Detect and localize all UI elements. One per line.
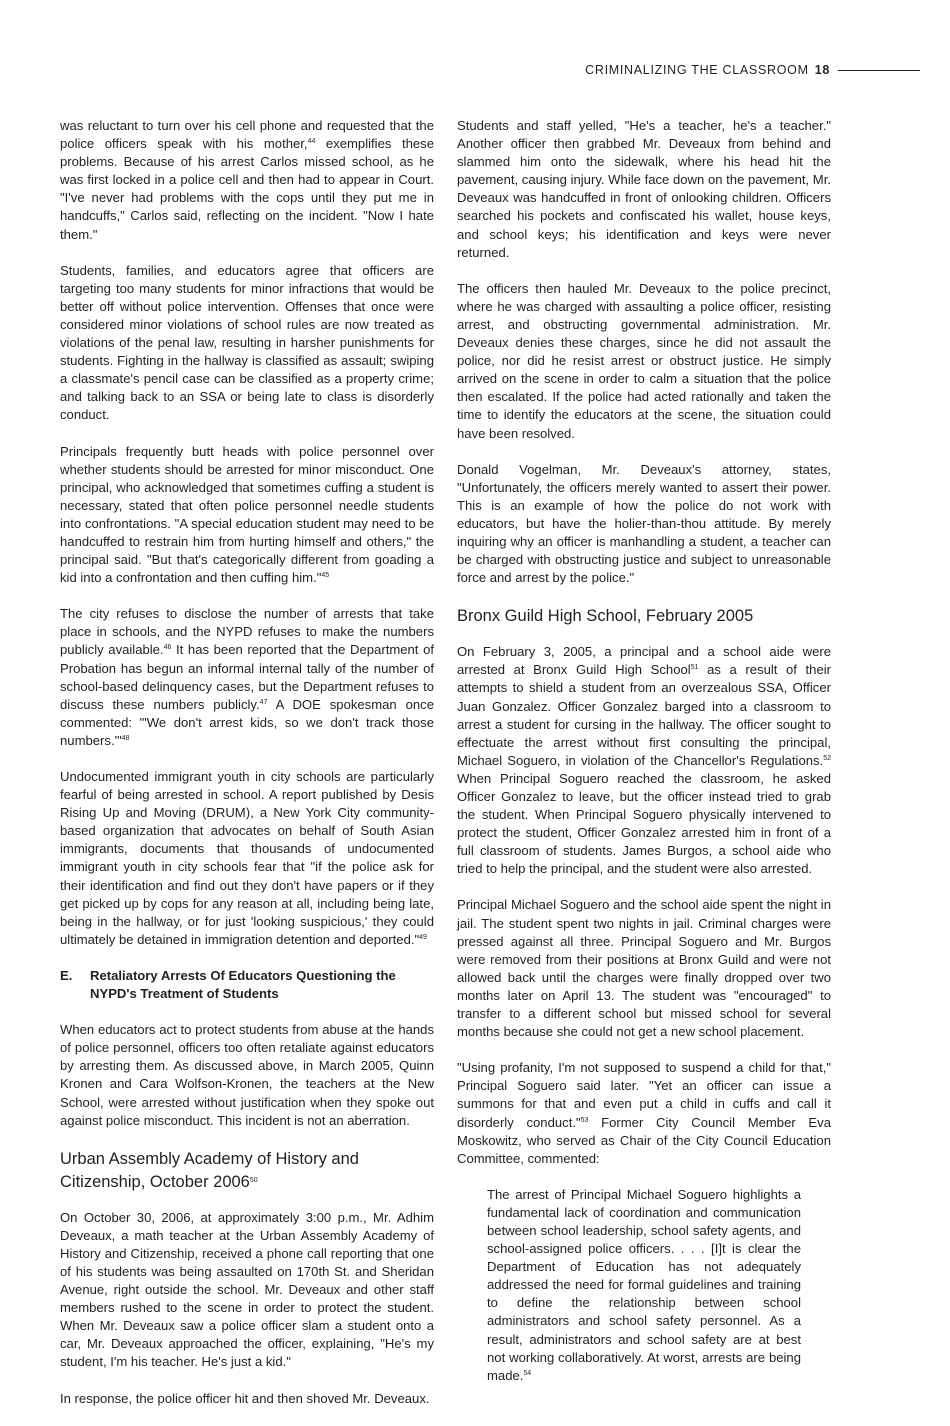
footnote-ref: 52	[823, 754, 831, 762]
section-heading-e	[60, 967, 434, 1003]
running-header-title: CRIMINALIZING THE CLASSROOM	[585, 63, 809, 77]
page-number: 18	[814, 63, 830, 77]
paragraph: Students, families, and educators agree that officers are targeting too many students for minor infractions that would be better off without police intervention. Offenses that once were considered minor violations of school rules are now treated as violations of the penal law, resulting in harsher punishments for students. Fighting in the hallway is classified as assault; swiping a classmate's pencil case can be classified as a property crime; and talking back to an SSA or being late to class is disorderly conduct.	[60, 262, 434, 423]
header-rule	[838, 70, 920, 71]
paragraph: Students and staff yelled, "He's a teacher, he's a teacher." Another officer then grabbed Mr. Deveaux from behind and slammed him onto the sidewalk, where his head hit the pavement, causing injury. While face down on the pavement, Mr. Deveaux was handcuffed in front of onlooking children. Officers searched his pockets and confiscated his wallet, house keys, and school keys; his identification and keys were never returned.	[457, 118, 831, 260]
section-title: Retaliatory Arrests Of Educators Questioning the NYPD's Treatment of Students	[90, 967, 396, 1002]
paragraph: Donald Vogelman, Mr. Deveaux's attorney, states, "Unfortunately, the officers merely wanted to assert their power. This is an example of how the police do not work with educators, but have the holier-than-thou attitude. By merely inquiring why an officer is manhandling a student, a teacher can be charged with obstructing justice and subject to unreasonable force and arrest by the police."	[457, 461, 831, 586]
footnote-ref: 48	[121, 734, 130, 742]
block-quote	[487, 1186, 801, 1385]
footnote-ref: 46	[163, 644, 172, 652]
footnote-ref: 53	[580, 1116, 589, 1124]
paragraph: When educators act to protect students from abuse at the hands of police personnel, officers too often retaliate against educators by arresting them. As discussed above, in March 2005, Quinn Kronen and Cara Wolfson-Kronen, the teachers at the New School, were arrested without justification when they spoke out against police misconduct. This incident is not an aberration.	[60, 1022, 434, 1128]
paragraph: Principals frequently butt heads with police personnel over whether students should be arrested for minor misconduct. One principal, who acknowledged that sometimes cuffing a student is necessary, stated that often police personnel needle students into confrontations. "A special education student may need to be handcuffed to restrain him from hurting himself and others," the principal said. "But that's categorically different from goading a kid into a confrontation and then cuffing him."$^{45}$	[60, 443, 434, 586]
left-column	[60, 117, 434, 1426]
paragraph: The officers then hauled Mr. Deveaux to the police precinct, where he was charged with assaulting a police officer, resisting arrest, and obstructing governmental administration. Mr. Deveaux denies these charges, since he did not assault the police, nor did he resist arrest or obstruct justice. He simply arrived on the scene in order to calm a situation that the police then escalated. If the police had acted rationally and taken the time to identify the educators at the scene, the situation could have been resolved.	[457, 280, 831, 441]
paragraph: Undocumented immigrant youth in city schools are particularly fearful of being arrested in school. A report published by Desis Rising Up and Moving (DRUM), a New York City community-based organization that advocates on behalf of South Asian immigrants, documents that thousands of undocumented immigrant youth in city schools fear that "if the police ask for their identification and find out they don't have papers or if they get picked up by cops for any reason at all, including being late, being in the hallway, or for just 'looking suspicious,' they could ultimately be detained in immigration detention and deported."$^{49}$	[60, 769, 434, 947]
paragraph: The city refuses to disclose the number of arrests that take place in schools, and the NYPD refuses to make the numbers publicly available.$^{46}$ It has been reported that the Department of Probation has begun an informal internal tally of the number of school-based delinquency cases, but the Department refuses to discuss these numbers publicly.$^{47}$ A DOE spokesman once commented: "'We don't arrest kids, so we don't track those numbers.'"$^{48}$	[60, 606, 434, 748]
footnote-ref: 50	[249, 1176, 258, 1184]
subsection-heading-urban-assembly: Urban Assembly Academy of History and Citizenship, October 2006$^{50}$	[60, 1149, 359, 1191]
running-header	[585, 63, 920, 77]
quote-text: The arrest of Principal Michael Soguero highlights a fundamental lack of coordination and communication between school leadership, school safety agents, and school-assigned police officers. . . . [I]t is clear the Department of Education has not adequately addressed the need for formal guidelines and training to define the relationship between school administrators and school safety personnel. As a result, administrators and school safety are at best not working collaboratively. At worst, arrests are being made.$^{54}$	[487, 1186, 801, 1383]
footnote-ref: 47	[259, 698, 268, 706]
footnote-ref: 44	[307, 138, 316, 146]
subsection-heading-bronx-guild: Bronx Guild High School, February 2005	[457, 607, 754, 626]
footnote-ref: 54	[523, 1369, 532, 1377]
footnote-ref: 49	[419, 933, 427, 941]
footnote-ref: 51	[690, 664, 699, 672]
paragraph: "Using profanity, I'm not supposed to suspend a child for that," Principal Soguero said later. "Yet an officer can issue a summons for that and even put a child in cuffs and call it disorderly conduct."$^{53}$ Former City Council Member Eva Moskowitz, who served as Chair of the City Council Education Committee, commented:	[457, 1060, 831, 1166]
paragraph: On February 3, 2005, a principal and a school aide were arrested at Bronx Guild High School$^{51}$ as a result of their attempts to shield a student from an overzealous SSA, Officer Juan Gonzalez. Officer Gonzalez barged into a classroom to arrest a student for cursing in the hallway. The officer sought to effectuate the arrest without first consulting the principal, Michael Soguero, in violation of the Chancellor's Regulations.$^{52}$ When Principal Soguero reached the classroom, he asked Officer Gonzalez to leave, but the officer instead tried to grab the student. When Principal Soguero physically intervened to protect the student, Officer Gonzalez arrested him in front of a full classroom of students. James Burgos, a school aide who tried to help the principal, and the student were also arrested.	[457, 644, 831, 877]
paragraph: was reluctant to turn over his cell phone and requested that the police officers speak with his mother,$^{44}$ exemplifies these problems. Because of his arrest Carlos missed school, as he was first locked in a police cell and then had to appear in Court. "I've never had problems with the cops until they put me in handcuffs," Carlos said, reflecting on the incident. "Now I hate them."	[60, 118, 434, 242]
paragraph: On October 30, 2006, at approximately 3:00 p.m., Mr. Adhim Deveaux, a math teacher at the Urban Assembly Academy of History and Citizenship, received a phone call reporting that one of his students was being assaulted on 170th St. and Sheridan Avenue, right outside the school. Mr. Deveaux and other staff members rushed to the scene in order to protect the student. When Mr. Deveaux saw a police officer slam a student onto a car, Mr. Deveaux approached the officer, explaining, "He's my student, I'm his teacher. He's just a kid."	[60, 1209, 434, 1370]
section-letter: E.	[60, 967, 73, 983]
paragraph: In response, the police officer hit and then shoved Mr. Deveaux.	[60, 1390, 430, 1406]
paragraph: Principal Michael Soguero and the school aide spent the night in jail. The student spent two nights in jail. Criminal charges were pressed against all three. Principal Soguero and Mr. Burgos were removed from their positions at Bronx Guild and were not allowed back until the charges were finally dropped over two months later on April 13. The student was "encouraged" to transfer to a different school but missed school for several months because she could not get a new school placement.	[457, 897, 831, 1040]
right-column	[457, 117, 831, 1385]
footnote-ref: 45	[321, 572, 330, 580]
